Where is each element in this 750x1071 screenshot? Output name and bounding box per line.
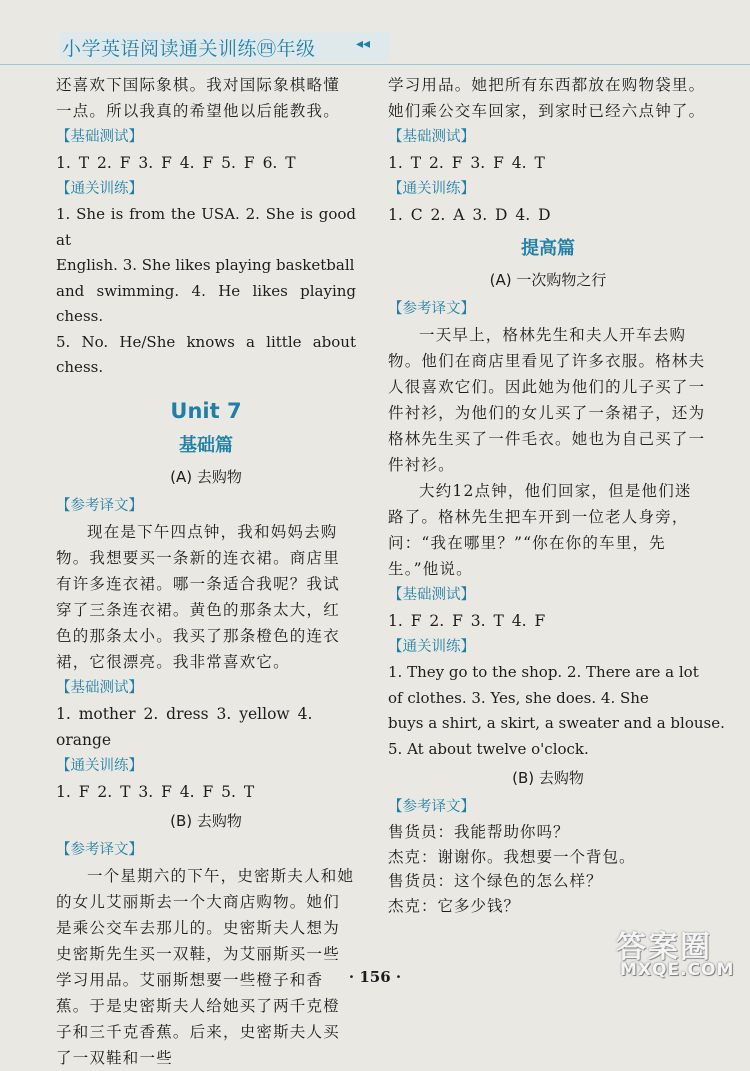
section-basic-title: 基础篇 (179, 434, 233, 456)
answers-basic-test: 1. T 2. F 3. F 4. F 5. F 6. T (56, 154, 296, 172)
answers-basic-test: 1. T 2. F 3. F 4. T (388, 154, 545, 172)
tag-basic-test: 【基础测试】 (388, 129, 475, 145)
tag-reference-translation: 【参考译文】 (388, 799, 475, 815)
pass-answer-line: 1. She is from the USA. 2. She is good at (56, 205, 356, 249)
left-continued-paragraph: 还喜欢下国际象棋。我对国际象棋略懂一点。所以我真的希望他以后能教我。 (56, 76, 340, 120)
translation-paragraph: 一个星期六的下午，史密斯夫人和她的女儿艾丽斯去一个大商店购物。她们是乘公交车去那儿的。史密斯夫人想为史密斯先生买一双鞋，为艾丽斯买一些学习用品。艾丽斯想要一些橙子和香蕉。于是史密斯夫人给她买了两千克橙子和三千克香蕉。后来，史密斯夫人买了一双鞋和一些 (56, 866, 355, 1067)
translation-paragraph: 一天早上，格林先生和夫人开车去购物。他们在商店里看见了许多衣服。格林夫人很喜欢它们。因此她为他们的儿子买了一件衬衫，为他们的女儿买了一条裙子，还为格林先生买了一件毛衣。她也为自己买了一件衬衫。 (388, 326, 706, 474)
section-advanced-title: 提高篇 (521, 238, 575, 259)
tag-reference-translation: 【参考译文】 (388, 301, 475, 317)
watermark-logo-text: 答案圈 (616, 930, 712, 965)
answers-basic-test: 1. F 2. F 3. T 4. F (388, 612, 546, 630)
unit-title: Unit 7 (170, 398, 242, 423)
subheading-b: (B) 去购物 (170, 811, 242, 830)
tag-reference-translation: 【参考译文】 (56, 497, 143, 514)
answers-pass-training: 1. F 2. T 3. F 4. F 5. T (56, 782, 255, 801)
tag-pass-training: 【通关训练】 (388, 639, 475, 655)
dialog-line: 杰克：它多少钱？ (388, 896, 521, 915)
pass-answer-line: and swimming. 4. He likes playing chess. (56, 281, 356, 325)
tag-basic-test: 【基础测试】 (56, 679, 143, 696)
header-arrow-icon: ◂◂ (356, 36, 371, 52)
header-divider (0, 64, 750, 65)
right-column (388, 72, 725, 918)
watermark-url: MXQE.COM (620, 960, 735, 980)
tag-reference-translation: 【参考译文】 (56, 841, 143, 858)
subheading-a: (A) 一次购物之行 (489, 271, 607, 289)
dialog-line: 售货员：我能帮助你吗？ (388, 823, 570, 841)
running-header (0, 30, 750, 68)
tag-pass-training: 【通关训练】 (56, 757, 143, 774)
dialog-line: 杰克：谢谢你。我想要一个背包。 (388, 847, 636, 866)
tag-basic-test: 【基础测试】 (388, 587, 475, 603)
pass-answer-line: 1. They go to the shop. 2. There are a lot (388, 663, 699, 681)
tag-pass-training: 【通关训练】 (388, 181, 475, 197)
pass-answer-line: of clothes. 3. Yes, she does. 4. She (388, 688, 649, 707)
subheading-a: (A) 去购物 (170, 467, 242, 486)
right-continued-paragraph: 学习用品。她把所有东西都放在购物袋里。她们乘公交车回家，到家时已经六点钟了。 (388, 76, 706, 120)
answers-basic-test: 1. mother 2. dress 3. yellow 4. orange (56, 704, 313, 749)
pass-answer-line: buys a shirt, a skirt, a sweater and a blouse. (388, 714, 725, 732)
book-title: 小学英语阅读通关训练㊃年级 (62, 38, 316, 60)
pass-answer-line: 5. No. He/She knows a little about chess. (56, 332, 356, 376)
page-number: · 156 · (348, 968, 402, 986)
site-watermark (610, 922, 740, 982)
translation-paragraph: 大约12点钟，他们回家，但是他们迷路了。格林先生把车开到一位老人身旁，问：“我在哪里？”“你在你的车里，先生。”他说。 (388, 482, 692, 578)
left-column (56, 72, 356, 1071)
subheading-b: (B) 去购物 (512, 769, 584, 787)
dialog-line: 售货员：这个绿色的怎么样？ (388, 872, 603, 890)
translation-paragraph: 现在是下午四点钟，我和妈妈去购物。我想要买一条新的连衣裙。商店里有许多连衣裙。哪一条适合我呢？我试穿了三条连衣裙。黄色的那条太大，红色的那条太小。我买了那条橙色的连衣裙，它很漂亮。我非常喜欢它。 (56, 522, 340, 671)
tag-basic-test: 【基础测试】 (56, 129, 143, 145)
pass-answer-line: 5. At about twelve o'clock. (388, 739, 589, 758)
tag-pass-training: 【通关训练】 (56, 181, 143, 197)
pass-answer-line: English. 3. She likes playing basketball (56, 256, 355, 274)
answers-pass-training: 1. C 2. A 3. D 4. D (388, 206, 551, 224)
